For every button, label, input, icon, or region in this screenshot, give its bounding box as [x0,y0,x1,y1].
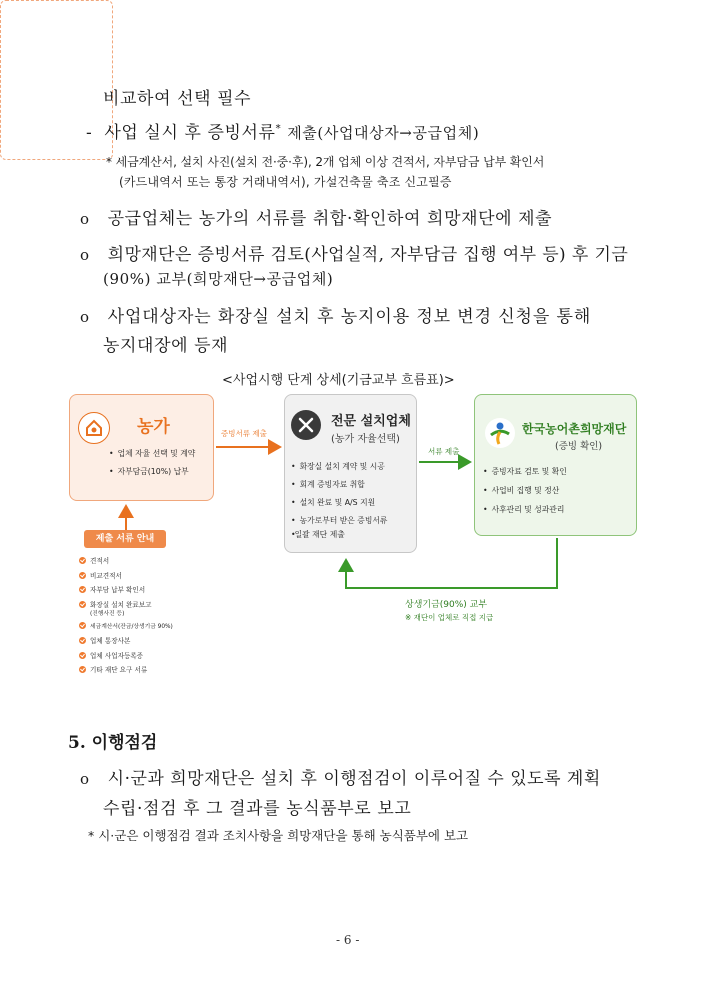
note-line-cont: (카드내역서 또는 통장 거래내역서), 가설건축물 축조 신고필증 [119,175,452,189]
check-icon [79,601,86,608]
dash-text-tail: 제출(사업대상자→공급업체) [287,124,480,142]
foundation-subtitle: (증빙 확인) [555,441,603,452]
section-heading: 5. 이행점검 [68,733,158,753]
list-item [79,570,173,585]
fund-note: ※ 재단이 업체로 직접 지급 [405,613,494,622]
doc-label: 업체 통장사본 [90,637,131,645]
bullet-text-cont: (90%) 교부(희망재단→공급업체) [103,270,334,288]
doc-label: 비교견적서 [90,571,122,580]
bullet-mark: o [80,210,90,228]
list-item: • 업체 자율 선택 및 계약 [109,448,195,459]
list-item-cont: 일괄 재단 제출 [294,530,345,539]
farm-title: 농가 [137,417,170,437]
doc-label: 견적서 [90,557,110,565]
bullet-mark: o [80,246,90,264]
list-item [79,584,173,599]
note-line: * 세금계산서, 설치 사진(설치 전·중·후), 2개 업체 이상 견적서, 자부담금 납부 확인서 [106,155,545,169]
bullet-text: 희망재단은 증빙서류 검토(사업실적, 자부담금 집행 여부 등) 후 기금 [107,245,629,265]
arrow-label: 증빙서류 제출 [221,429,267,438]
bullet-text: 공급업체는 농가의 서류를 취합·확인하여 희망재단에 제출 [107,209,553,229]
list-item [79,664,173,679]
list-item: • 농가로부터 받은 증빙서류 [291,515,387,526]
home-icon [78,412,110,444]
foundation-item-list [483,466,567,523]
check-icon [79,572,86,579]
doc-label: 기타 재단 요구 서류 [90,666,148,674]
figure-caption: <사업시행 단계 상세(기금교부 흐름표)> [222,373,455,388]
list-item [79,555,173,570]
list-item [79,599,173,621]
list-item: • 사업비 집행 및 정산 [483,485,567,497]
bullet-mark: o [80,308,90,326]
installer-subtitle: (농가 자율선택) [331,434,400,445]
arrow-label: 서류 제출 [428,447,460,456]
bullet-item [80,764,601,789]
list-item [291,529,387,540]
check-icon [79,637,86,644]
list-item: • 화장실 설치 계약 및 시공 [291,461,387,472]
bullet-text: 시·군과 희망재단은 설치 후 이행점검이 이루어질 수 있도록 계획 [107,769,601,789]
check-icon [79,557,86,564]
doc-label: 화장실 설치 완료보고 [90,600,152,609]
foundation-title: 한국농어촌희망재단 [522,422,627,436]
submission-docs-header: 제출 서류 안내 [84,530,166,548]
page-number: - 6 - [336,933,360,947]
list-item: • 자부담금(10%) 납부 [109,466,195,477]
installer-item-list [291,461,387,547]
dash-mark: - [86,123,93,143]
list-item [79,621,173,636]
footnote-star: * [275,123,282,135]
line-continuation: 비교하여 선택 필수 [103,89,252,109]
installer-title: 전문 설치업체 [331,414,411,429]
check-icon [79,586,86,593]
fund-label: 상생기금(90%) 교부 [405,600,488,610]
doc-sublabel: (진행사진 등) [90,610,125,617]
foundation-logo-icon [485,418,515,448]
note-line: * 시·군은 이행점검 결과 조치사항을 희망재단을 통해 농식품부에 보고 [88,828,469,843]
check-icon [79,666,86,673]
doc-label: 자부담 납부 확인서 [90,586,146,594]
bullet-text-cont: 농지대장에 등재 [103,336,229,356]
list-item: • 사후관리 및 성과관리 [483,504,567,516]
bullet-mark: o [80,770,90,788]
list-item: • 설치 완료 및 A/S 지원 [291,497,387,508]
check-icon [79,652,86,659]
farm-item-list [109,448,195,484]
list-item [79,650,173,665]
doc-label: 세금계산서(잔금/상생기금 90%) [90,623,173,630]
tools-icon [291,410,321,440]
dash-text: 사업 실시 후 증빙서류 [104,123,276,143]
bullet-text: 사업대상자는 화장실 설치 후 농지이용 정보 변경 신청을 통해 [107,307,592,327]
doc-label: 업체 사업자등록증 [90,651,144,660]
bullet-text-cont: 수립·점검 후 그 결과를 농식품부로 보고 [103,799,412,819]
submission-docs-list [79,555,173,679]
list-item: • 증빙자료 검토 및 확인 [483,466,567,478]
list-item [79,635,173,650]
list-item: • 회계 증빙자료 취합 [291,479,387,490]
check-icon [79,622,86,629]
